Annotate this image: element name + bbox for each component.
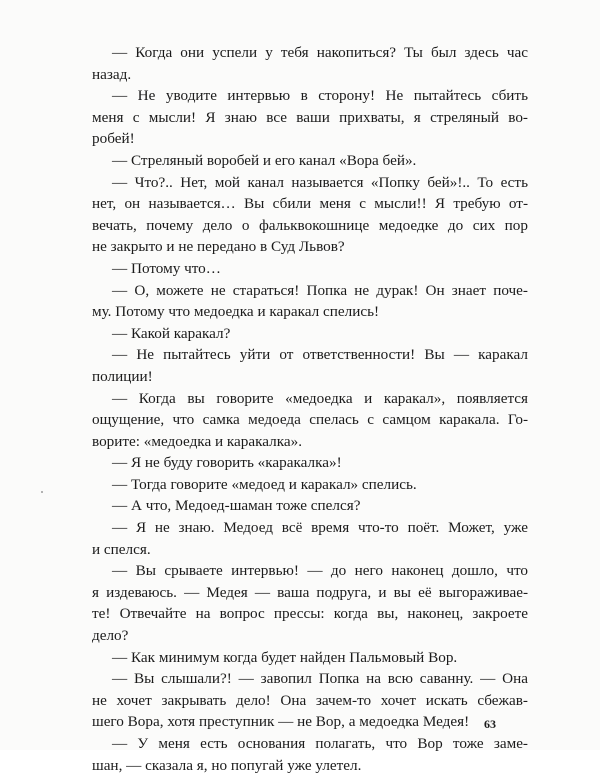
text-line: — Что?.. Нет, мой канал называется «Попку бей»!.. То есть (112, 173, 528, 191)
text-line: — Тогда говорите «медоед и каракал» спелись. (112, 475, 417, 493)
text-line: ощущение, что самка медоеда спелась с самцом каракала. Го- (92, 411, 528, 429)
text-line: — Когда вы говорите «медоедка и каракал», появляется (112, 389, 528, 407)
page-number: 63 (484, 717, 496, 731)
text-line: шан, — сказала я, но попугай уже улетел. (92, 756, 362, 774)
text-line: — Я не знаю. Медоед всё время что-то поёт. Может, уже (112, 519, 528, 537)
text-line: — Не уводите интервью в сторону! Не пытайтесь сбить (112, 87, 528, 105)
text-line: нет, он называется… Вы сбили меня с мысли!! Я требую от- (92, 195, 528, 213)
text-line: — А что, Медоед-шаман тоже спелся? (112, 497, 361, 515)
text-line: — Не пытайтесь уйти от ответственности! Вы — каракал (112, 346, 528, 364)
text-line: — Вы слышали?! — завопил Попка на всю саванну. — Она (112, 670, 528, 688)
text-line: — О, можете не стараться! Попка не дурак! Он знает поче- (112, 281, 528, 299)
text-line: — Когда они успели у тебя накопиться? Ты был здесь час (112, 44, 528, 61)
text-line: робей! (92, 130, 135, 148)
text-line: я издеваюсь. — Медея — ваша подруга, и вы её выгораживае- (92, 583, 528, 601)
text-line: му. Потому что медоедка и каракал спелись! (92, 303, 380, 321)
page-body-text (92, 42, 528, 776)
text-line: — Я не буду говорить «каракалка»! (112, 454, 342, 472)
text-line: — У меня есть основания полагать, что Вор тоже заме- (112, 735, 528, 752)
text-line: не хочет закрывать дело! Она зачем-то хочет искать сбежав- (92, 691, 528, 709)
text-line: — Потому что… (112, 259, 221, 277)
text-line: — Стреляный воробей и его канал «Вора бей». (112, 151, 417, 169)
text-line: те! Отвечайте на вопрос прессы: когда вы, наконец, закроете (92, 605, 528, 623)
text-line: не закрыто и не передано в Суд Львов? (92, 238, 345, 256)
text-line: — Вы срываете интервью! — до него наконец дошло, что (112, 562, 528, 580)
text-line: шего Вора, хотя преступник — не Вор, а медоедка Медея! (92, 713, 470, 731)
text-line: — Какой каракал? (112, 324, 231, 342)
text-line: дело? (92, 627, 129, 645)
text-line: ворите: «медоедка и каракалка». (92, 432, 303, 450)
scan-speck (41, 491, 43, 493)
text-line: меня с мысли! Я знаю все ваши прихваты, я стреляный во- (92, 108, 528, 126)
text-line: и спелся. (92, 540, 151, 558)
text-line: — Как минимум когда будет найден Пальмовый Вор. (112, 648, 458, 666)
text-line: вечать, почему дело о фальквокошнице медоедке до сих пор (92, 216, 528, 234)
text-line: назад. (92, 65, 132, 83)
text-line: полиции! (92, 367, 153, 385)
